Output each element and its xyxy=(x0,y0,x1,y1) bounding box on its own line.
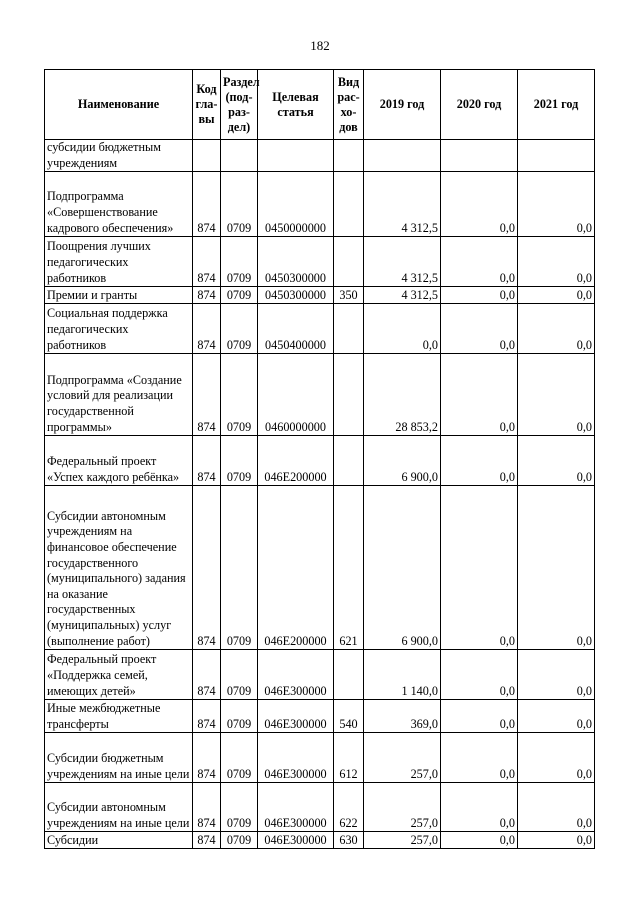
row-name: Федеральный проект «Успех каждого ребёнка» xyxy=(45,436,193,486)
row-2021: 0,0 xyxy=(518,486,595,650)
row-2020: 0,0 xyxy=(441,700,518,733)
row-kind xyxy=(334,237,364,287)
row-target: 0450300000 xyxy=(258,287,334,304)
row-2019: 4 312,5 xyxy=(364,287,441,304)
col-header-name: Наименование xyxy=(45,70,193,140)
header-row xyxy=(45,70,595,140)
row-code: 874 xyxy=(193,832,221,849)
row-2021: 0,0 xyxy=(518,172,595,237)
row-2020: 0,0 xyxy=(441,354,518,436)
row-2019: 0,0 xyxy=(364,304,441,354)
row-code: 874 xyxy=(193,486,221,650)
row-kind: 540 xyxy=(334,700,364,733)
row-2021: 0,0 xyxy=(518,287,595,304)
budget-table xyxy=(44,69,595,849)
row-name: Субсидии автономным учреждениям на финансовое обеспечение государственного (муниципального) задания на оказание государственных (муниципальных) услуг (выполнение работ) xyxy=(45,486,193,650)
row-target: 046E200000 xyxy=(258,486,334,650)
row-2021: 0,0 xyxy=(518,832,595,849)
row-2021: 0,0 xyxy=(518,237,595,287)
row-name: Субсидии автономным учреждениям на иные цели xyxy=(45,783,193,832)
row-2021: 0,0 xyxy=(518,304,595,354)
row-kind xyxy=(334,304,364,354)
row-code: 874 xyxy=(193,287,221,304)
row-2019: 6 900,0 xyxy=(364,486,441,650)
row-target: 046E300000 xyxy=(258,832,334,849)
row-kind xyxy=(334,172,364,237)
row-section: 0709 xyxy=(221,354,258,436)
row-2019: 257,0 xyxy=(364,832,441,849)
row-2020: 0,0 xyxy=(441,486,518,650)
row-2020: 0,0 xyxy=(441,287,518,304)
row-section: 0709 xyxy=(221,172,258,237)
row-2021: 0,0 xyxy=(518,733,595,783)
table-row xyxy=(45,287,595,304)
table-row xyxy=(45,733,595,783)
row-code xyxy=(193,140,221,172)
row-section: 0709 xyxy=(221,650,258,700)
row-2020: 0,0 xyxy=(441,733,518,783)
row-name: субсидии бюджетным учреждениям xyxy=(45,140,193,172)
row-name: Социальная поддержка педагогических работников xyxy=(45,304,193,354)
table-row xyxy=(45,700,595,733)
row-code: 874 xyxy=(193,436,221,486)
row-section: 0709 xyxy=(221,436,258,486)
row-2020 xyxy=(441,140,518,172)
table-row xyxy=(45,140,595,172)
row-section: 0709 xyxy=(221,783,258,832)
row-target xyxy=(258,140,334,172)
row-section: 0709 xyxy=(221,304,258,354)
row-name: Подпрограмма «Совершенствование кадрового обеспечения» xyxy=(45,172,193,237)
row-2021: 0,0 xyxy=(518,354,595,436)
row-2020: 0,0 xyxy=(441,172,518,237)
table-row xyxy=(45,237,595,287)
row-kind: 612 xyxy=(334,733,364,783)
row-code: 874 xyxy=(193,237,221,287)
row-name: Иные межбюджетные трансферты xyxy=(45,700,193,733)
row-2021: 0,0 xyxy=(518,783,595,832)
row-target: 0460000000 xyxy=(258,354,334,436)
row-2020: 0,0 xyxy=(441,304,518,354)
col-header-target: Целевая статья xyxy=(258,70,334,140)
row-target: 0450400000 xyxy=(258,304,334,354)
page-number: 182 xyxy=(310,38,330,53)
row-target: 046E300000 xyxy=(258,733,334,783)
row-section: 0709 xyxy=(221,486,258,650)
row-name: Подпрограмма «Создание условий для реализации государственной программы» xyxy=(45,354,193,436)
col-header-section: Раздел (под-раз-дел) xyxy=(221,70,258,140)
row-2019: 28 853,2 xyxy=(364,354,441,436)
row-code: 874 xyxy=(193,700,221,733)
col-header-kind: Вид рас-хо-дов xyxy=(334,70,364,140)
col-header-code: Код гла-вы xyxy=(193,70,221,140)
row-2020: 0,0 xyxy=(441,832,518,849)
row-2021: 0,0 xyxy=(518,650,595,700)
row-2019: 4 312,5 xyxy=(364,237,441,287)
table-row xyxy=(45,832,595,849)
row-section: 0709 xyxy=(221,700,258,733)
row-target: 046E300000 xyxy=(258,650,334,700)
row-kind xyxy=(334,140,364,172)
row-2020: 0,0 xyxy=(441,436,518,486)
row-section: 0709 xyxy=(221,733,258,783)
row-kind: 622 xyxy=(334,783,364,832)
row-2021: 0,0 xyxy=(518,436,595,486)
row-name: Премии и гранты xyxy=(45,287,193,304)
row-2020: 0,0 xyxy=(441,237,518,287)
table-row xyxy=(45,650,595,700)
row-section: 0709 xyxy=(221,237,258,287)
row-2019: 1 140,0 xyxy=(364,650,441,700)
row-2019: 369,0 xyxy=(364,700,441,733)
row-code: 874 xyxy=(193,354,221,436)
row-2019 xyxy=(364,140,441,172)
row-target: 046E300000 xyxy=(258,700,334,733)
row-2019: 257,0 xyxy=(364,783,441,832)
row-kind: 350 xyxy=(334,287,364,304)
row-code: 874 xyxy=(193,304,221,354)
table-row xyxy=(45,486,595,650)
row-kind: 621 xyxy=(334,486,364,650)
row-2019: 257,0 xyxy=(364,733,441,783)
row-target: 0450300000 xyxy=(258,237,334,287)
row-2021 xyxy=(518,140,595,172)
row-target: 046E200000 xyxy=(258,436,334,486)
table-row xyxy=(45,783,595,832)
row-2021: 0,0 xyxy=(518,700,595,733)
row-kind xyxy=(334,650,364,700)
row-2019: 4 312,5 xyxy=(364,172,441,237)
row-code: 874 xyxy=(193,733,221,783)
col-header-2019: 2019 год xyxy=(364,70,441,140)
table-row xyxy=(45,354,595,436)
row-section xyxy=(221,140,258,172)
row-section: 0709 xyxy=(221,287,258,304)
row-code: 874 xyxy=(193,650,221,700)
row-kind xyxy=(334,354,364,436)
row-2020: 0,0 xyxy=(441,650,518,700)
col-header-2020: 2020 год xyxy=(441,70,518,140)
row-target: 046E300000 xyxy=(258,783,334,832)
row-2020: 0,0 xyxy=(441,783,518,832)
row-code: 874 xyxy=(193,783,221,832)
row-name: Федеральный проект «Поддержка семей, имеющих детей» xyxy=(45,650,193,700)
table-row xyxy=(45,172,595,237)
col-header-2021: 2021 год xyxy=(518,70,595,140)
row-code: 874 xyxy=(193,172,221,237)
row-target: 0450000000 xyxy=(258,172,334,237)
row-name: Субсидии бюджетным учреждениям на иные цели xyxy=(45,733,193,783)
row-kind xyxy=(334,436,364,486)
row-kind: 630 xyxy=(334,832,364,849)
row-section: 0709 xyxy=(221,832,258,849)
row-2019: 6 900,0 xyxy=(364,436,441,486)
table-row xyxy=(45,436,595,486)
table-row xyxy=(45,304,595,354)
row-name: Поощрения лучших педагогических работников xyxy=(45,237,193,287)
row-name: Субсидии xyxy=(45,832,193,849)
